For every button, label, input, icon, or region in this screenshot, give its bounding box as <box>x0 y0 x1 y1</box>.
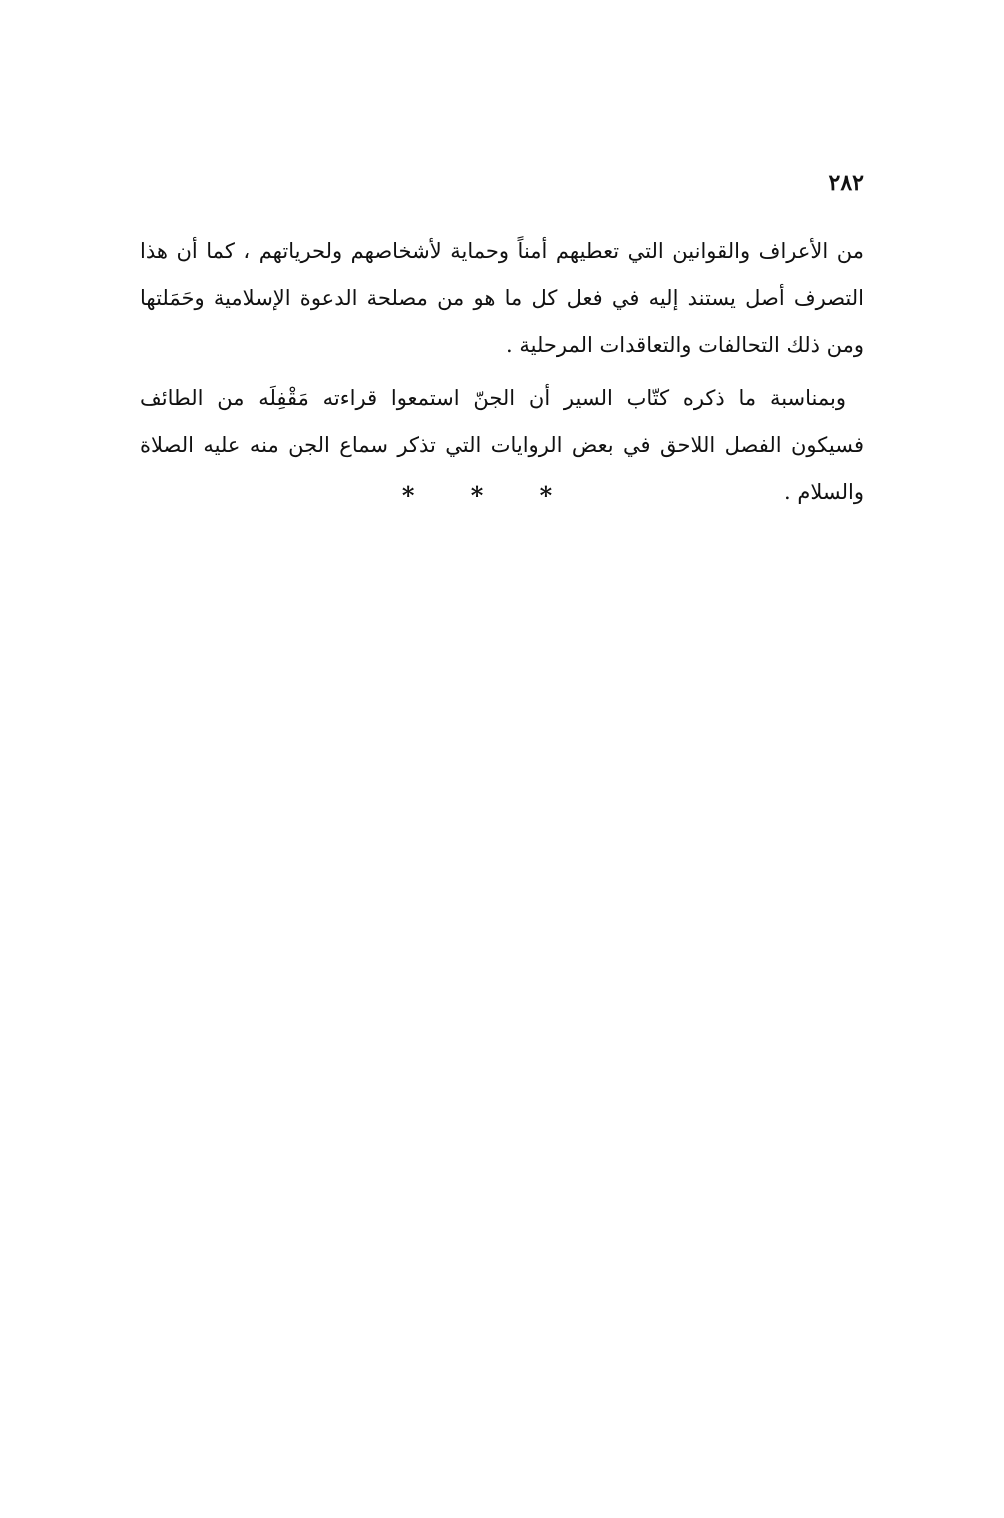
page-number: ٢٨٢ <box>828 170 864 196</box>
section-separator: * * * <box>401 481 577 510</box>
body-text <box>140 228 864 516</box>
paragraph-2: وبمناسبة ما ذكره كتّاب السير أن الجنّ استمعوا قراءته مَقْفِلَه من الطائف فسيكون الفصل اللاحق في بعض الروايات التي تذكر سماع الجن منه عليه الصلاة والسلام . <box>140 386 864 504</box>
paragraph-1: من الأعراف والقوانين التي تعطيهم أمناً وحماية لأشخاصهم ولحرياتهم ، كما أن هذا التصرف أصل يستند إليه في فعل كل ما هو من مصلحة الدعوة الإسلامية وحَمَلتها ومن ذلك التحالفات والتعاقدات المرحلية . <box>140 239 864 357</box>
